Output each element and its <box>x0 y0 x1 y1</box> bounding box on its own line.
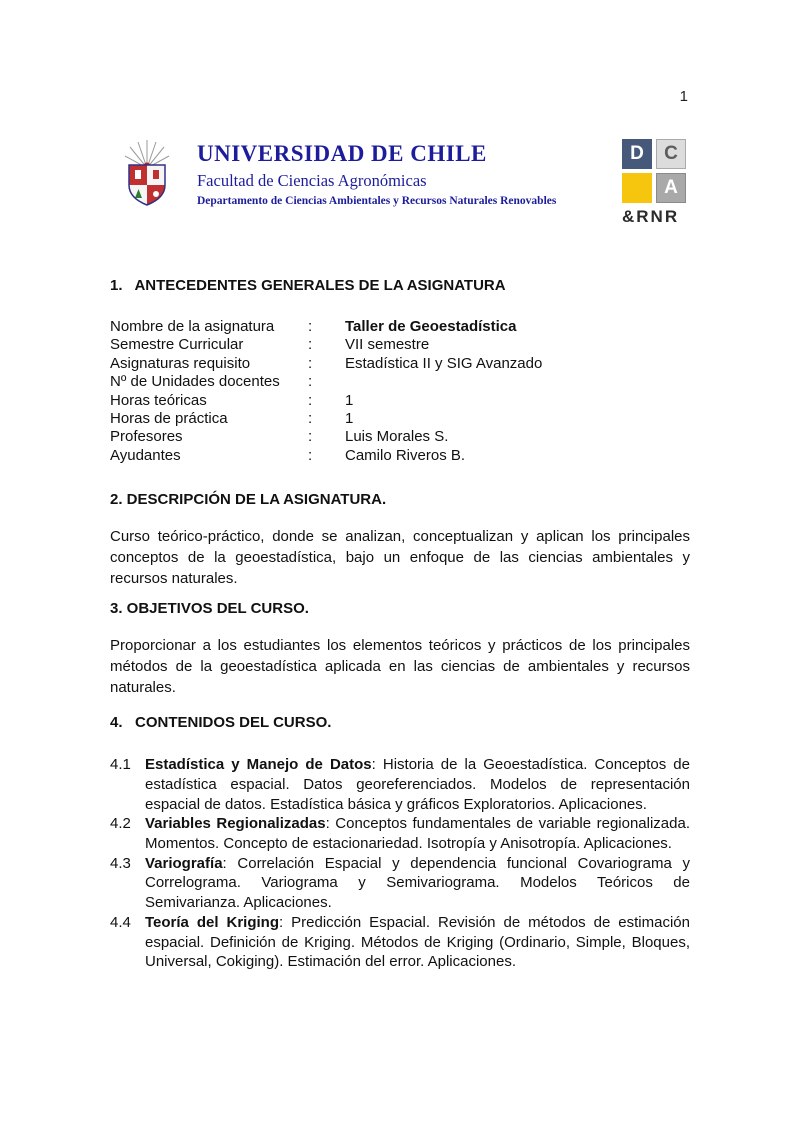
department-name: Departamento de Ciencias Ambientales y Recursos Naturales Renovables <box>197 195 557 207</box>
university-name: UNIVERSIDAD DE CHILE <box>197 141 487 166</box>
content-item-4-4 <box>110 913 690 972</box>
info-separator: : <box>308 446 313 464</box>
university-crest-icon <box>122 138 172 221</box>
section-3-title: 3. OBJETIVOS DEL CURSO. <box>110 600 309 618</box>
info-value: 1 <box>345 410 354 428</box>
content-item-text: : Predicción Espacial. Revisión de métodos de estimación espacial. Definición de Kriging. Métodos de Kriging (Ordinario, Simple, Bloques, Universal, Cokiging). Estimación del error. Aplicaciones. <box>145 913 690 971</box>
content-item-4-2 <box>110 814 690 853</box>
logo-rnr-text: &RNR <box>622 207 680 226</box>
content-item-title: Estadística y Manejo de Datos <box>145 756 372 774</box>
info-value: 1 <box>345 391 354 409</box>
info-separator: : <box>308 354 313 372</box>
content-item-text: : Correlación Espacial y dependencia funcional Covariograma y Correlograma. Variograma y Semivariograma. Modelos Teóricos de Semivarianza. Aplicaciones. <box>145 854 690 912</box>
info-separator: : <box>308 373 313 391</box>
info-label: Profesores <box>110 428 183 446</box>
section-3-paragraph: Proporcionar a los estudiantes los elementos teóricos y prácticos de los principales métodos de la geoestadística aplicada en las ciencias de ambientales y recursos naturales. <box>110 637 690 697</box>
info-separator: : <box>308 336 313 354</box>
info-value: VII semestre <box>345 336 430 354</box>
info-label: Horas de práctica <box>110 410 228 428</box>
info-separator: : <box>308 410 313 428</box>
info-label: Ayudantes <box>110 446 181 464</box>
dca-logo-grid <box>622 139 688 203</box>
info-value: Estadística II y SIG Avanzado <box>345 354 543 372</box>
content-item-number: 4.2 <box>110 815 131 833</box>
faculty-name: Facultad de Ciencias Agronómicas <box>197 171 427 190</box>
page-number: 1 <box>679 88 688 105</box>
content-item-title: Teoría del Kriging <box>145 913 280 931</box>
course-info-list <box>110 318 690 465</box>
info-separator: : <box>308 318 313 335</box>
content-item-text: : Conceptos fundamentales de variable regionalizada. Momentos. Concepto de estacionariedad. Isotropía y Anisotropía. Aplicaciones. <box>145 815 691 853</box>
logo-square-c: C <box>656 139 686 169</box>
content-item-text: : Historia de la Geoestadística. Conceptos de estadística espacial. Datos georeferenciados. Modelos de representación espacial de datos. Estadística básica y gráficos Exploratorios. Aplicaciones. <box>145 756 690 813</box>
logo-square-yellow <box>622 173 652 203</box>
logo-square-a: A <box>656 173 686 203</box>
info-label: Nº de Unidades docentes <box>110 373 280 391</box>
info-separator: : <box>308 428 313 446</box>
section-2-paragraph: Curso teórico-práctico, donde se analizan, conceptualizan y aplican los principales conceptos de la geoestadística, bajo un enfoque de las ciencias ambientales y recursos naturales. <box>110 528 690 588</box>
info-row-unidades <box>110 373 690 391</box>
section-4-title: 4. CONTENIDOS DEL CURSO. <box>110 714 332 732</box>
info-row-ayudantes <box>110 447 690 465</box>
content-item-title: Variables Regionalizadas <box>145 815 326 833</box>
content-item-number: 4.4 <box>110 913 131 931</box>
content-item-4-1 <box>110 755 690 814</box>
info-row-horas-teoricas <box>110 392 690 410</box>
content-item-4-3 <box>110 854 690 913</box>
document-body <box>110 277 690 972</box>
info-row-profesores <box>110 428 690 446</box>
info-separator: : <box>308 391 313 409</box>
course-contents-list <box>110 755 690 972</box>
info-row-nombre <box>110 318 690 336</box>
logo-square-d: D <box>622 139 652 169</box>
info-label: Horas teóricas <box>110 391 207 409</box>
content-item-number: 4.1 <box>110 756 131 774</box>
info-row-requisitos <box>110 355 690 373</box>
document-header <box>197 141 617 207</box>
info-value: Taller de Geoestadística <box>345 318 517 335</box>
info-label: Semestre Curricular <box>110 336 244 354</box>
info-row-horas-practica <box>110 410 690 428</box>
info-label: Nombre de la asignatura <box>110 318 275 335</box>
content-item-number: 4.3 <box>110 854 131 872</box>
info-value <box>345 373 690 391</box>
info-value: Luis Morales S. <box>345 428 449 446</box>
section-1-title: 1. ANTECEDENTES GENERALES DE LA ASIGNATURA <box>110 277 506 294</box>
info-value: Camilo Riveros B. <box>345 446 466 464</box>
content-item-title: Variografía <box>145 854 223 872</box>
info-label: Asignaturas requisito <box>110 354 251 372</box>
section-2-title: 2. DESCRIPCIÓN DE LA ASIGNATURA. <box>110 491 387 509</box>
dca-rnr-logo <box>622 139 688 227</box>
info-row-semestre <box>110 336 690 354</box>
